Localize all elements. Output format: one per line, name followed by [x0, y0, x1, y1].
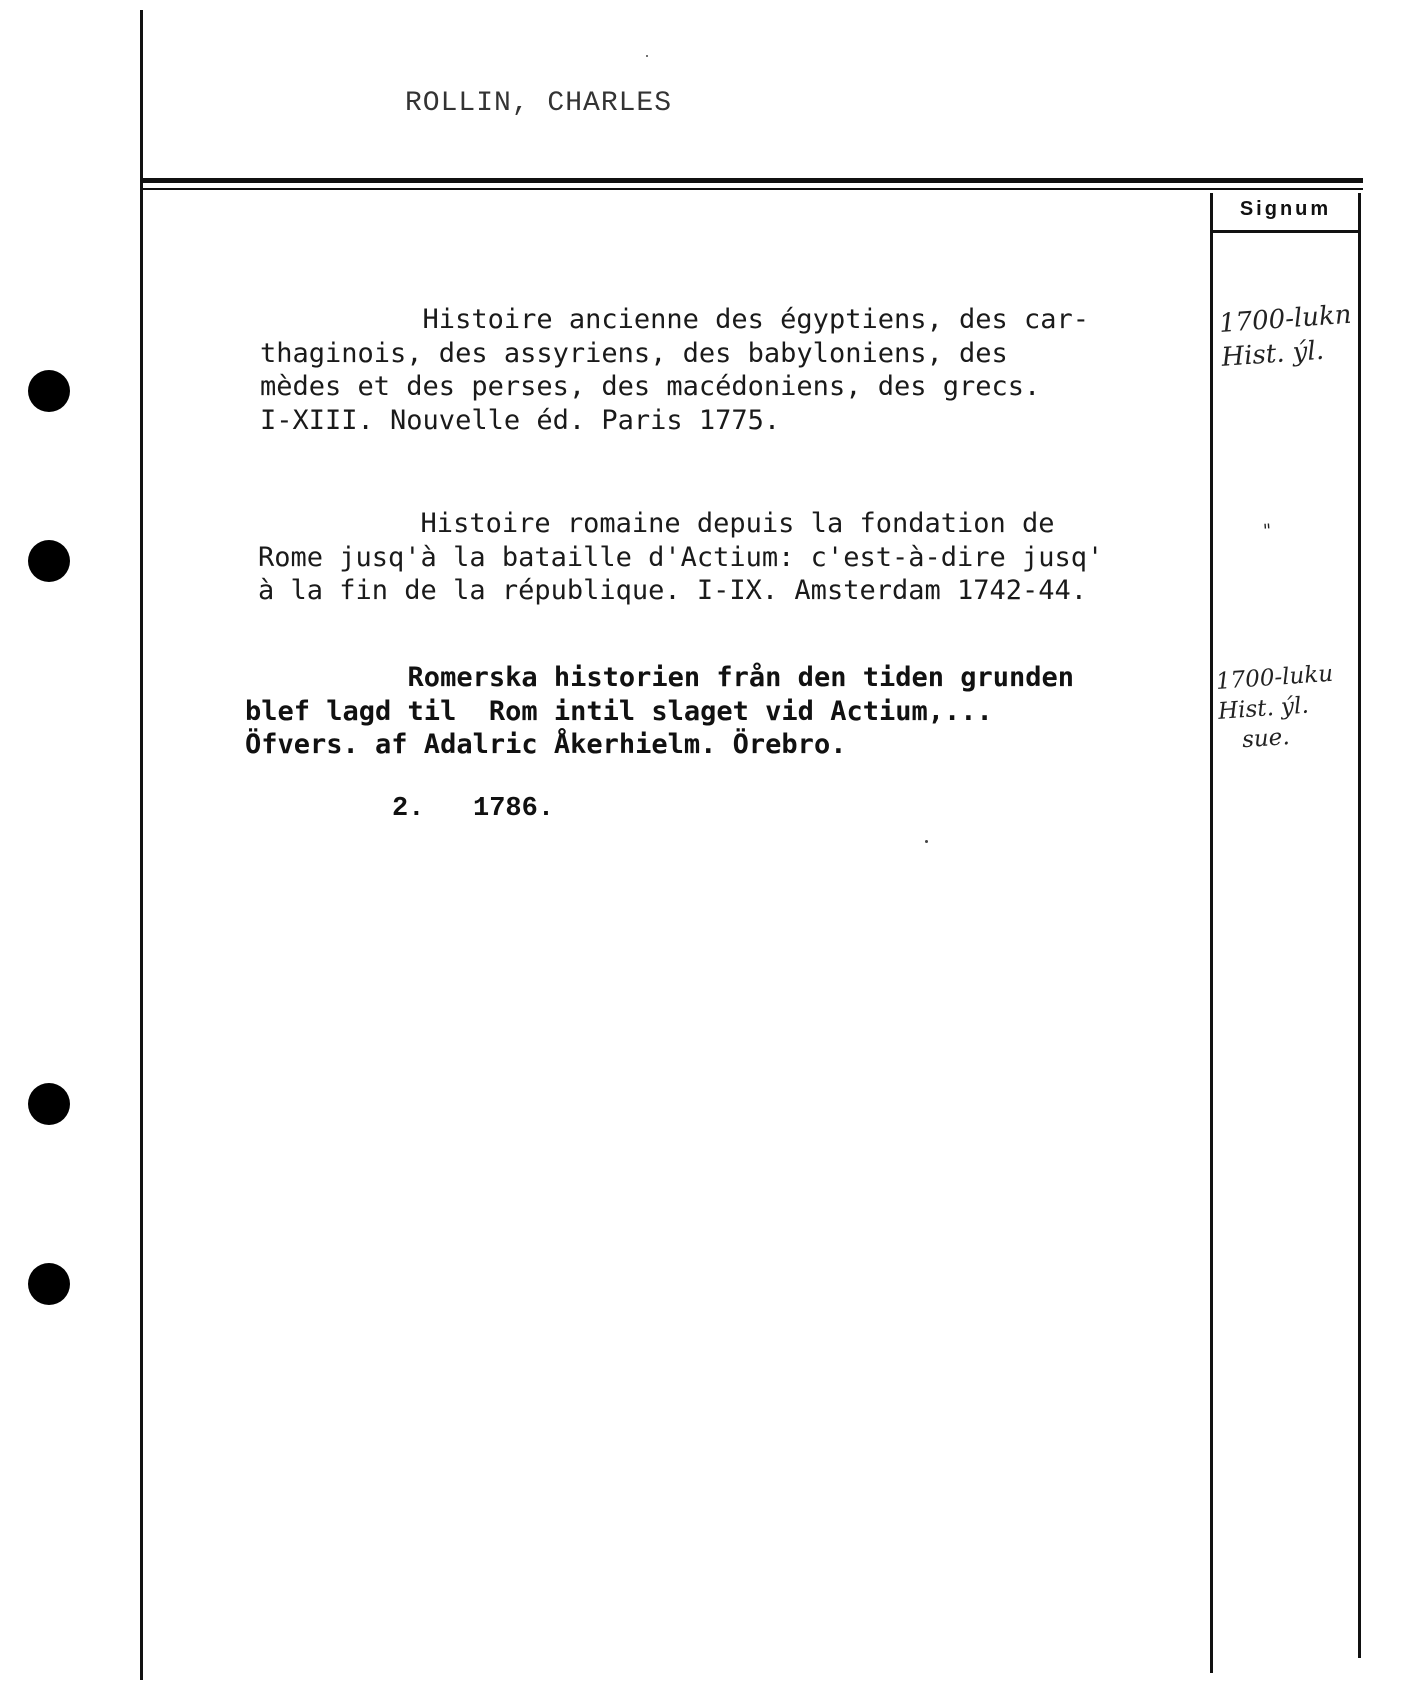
signum-column-header: Signum	[1239, 198, 1332, 220]
card-left-rule	[140, 10, 143, 1680]
card-right-rule	[1358, 193, 1361, 1658]
punch-hole	[28, 1083, 70, 1125]
card-top-rule-thin	[143, 188, 1363, 190]
paper-speck	[646, 55, 648, 57]
punch-hole	[28, 1263, 70, 1305]
catalog-entry-3-volume: 2. 1786.	[392, 794, 555, 824]
punch-hole	[28, 370, 70, 412]
signum-handwritten-1: 1700-lukn Hist. ýl.	[1218, 299, 1353, 373]
card-heading-author: ROLLIN, CHARLES	[405, 88, 673, 119]
signum-column-rule	[1210, 193, 1213, 1673]
signum-header-underline	[1213, 230, 1358, 233]
catalog-entry-2: Histoire romaine depuis la fondation de Rome jusq'à la bataille d'Actium: c'est-à-dire jusq' à la fin de la république. I-IX. Amsterdam 1742-44.	[258, 508, 1104, 606]
paper-speck	[925, 840, 928, 843]
signum-handwritten-3: 1700-luku Hist. ýl. sue.	[1215, 660, 1334, 755]
catalog-entry-3: Romerska historien från den tiden grunden blef lagd til Rom intil slaget vid Actium,... Öfvers. af Adalric Åkerhielm. Örebro.	[245, 662, 1075, 760]
punch-hole	[28, 540, 70, 582]
catalog-entry-1: Histoire ancienne des égyptiens, des car- thaginois, des assyriens, des babyloniens, des mèdes et des perses, des macédoniens, des grecs. I-XIII. Nouvelle éd. Paris 1775.	[260, 304, 1090, 436]
signum-handwritten-2: "	[1262, 520, 1273, 542]
card-top-rule	[143, 178, 1363, 183]
